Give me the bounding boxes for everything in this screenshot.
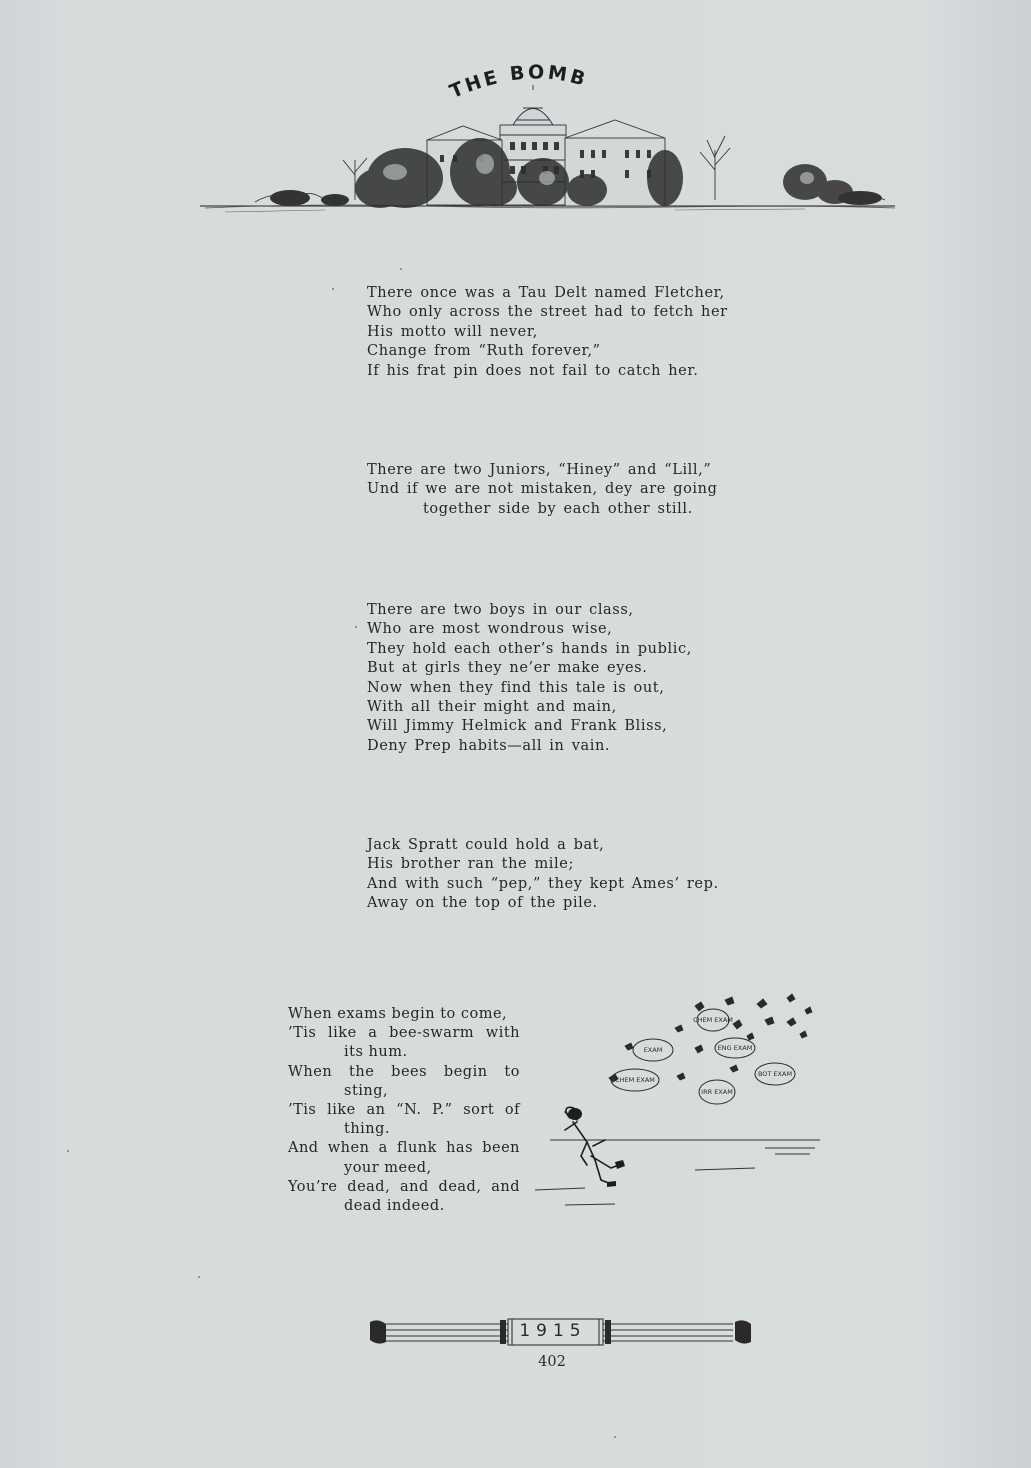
stanza-line: Who are most wondrous wise, — [367, 621, 613, 638]
stanza-line: When exams begin to come, — [288, 1006, 508, 1022]
stanza-line: If his frat pin does not fail to catch her. — [367, 362, 699, 379]
stanza-line: His motto will never, — [367, 323, 538, 340]
stanza-juniors — [367, 461, 717, 519]
cloud-label: ENG EXAM — [717, 1044, 753, 1052]
stanza-fletcher — [367, 284, 728, 381]
stanza-line: Jack Spratt could hold a bat, — [367, 837, 605, 853]
stanza-line: There are two Juniors, “Hiney” and “Lill,” — [367, 462, 712, 478]
stanza-line: They hold each other’s hands in public, — [367, 640, 692, 657]
stanza-line: And when a flunk has been — [288, 1140, 520, 1157]
cloud-label: CHEM EXAM — [615, 1076, 655, 1084]
stanza-line: His brother ran the mile; — [367, 856, 574, 873]
stanza-line: Und if we are not mistaken, dey are going — [367, 481, 718, 498]
stanza-line: sting, — [344, 1082, 389, 1099]
paper-speck — [400, 268, 402, 270]
paper-speck — [355, 626, 357, 628]
cloud-label: BOT EXAM — [757, 1070, 793, 1078]
stanza-line: When the bees begin to — [288, 1063, 520, 1080]
stanza-line: Away on the top of the pile. — [367, 895, 598, 912]
stanza-line: You’re dead, and dead, and — [288, 1178, 520, 1195]
paper-speck — [332, 288, 334, 290]
stanza-line: together side by each other still. — [423, 500, 693, 517]
stanza-line: your meed, — [344, 1159, 432, 1176]
stanza-jack-spratt — [367, 836, 719, 914]
stanza-line: There are two boys in our class, — [367, 602, 634, 618]
bee-swarm-cartoon — [525, 990, 830, 1215]
stanza-exams — [288, 1005, 520, 1216]
stanza-two-boys — [367, 601, 692, 756]
cloud-label: EXAM — [643, 1046, 663, 1054]
stanza-line: ’Tis like a bee-swarm with — [288, 1025, 520, 1042]
year-label: 1915 — [519, 1321, 587, 1341]
stanza-line: ’Tis like an “N. P.” sort of — [288, 1102, 520, 1119]
header-title: THE BOMB — [446, 61, 591, 104]
paper-speck — [614, 1436, 616, 1438]
stanza-line: There once was a Tau Delt named Fletcher, — [367, 285, 725, 301]
stanza-line: But at girls they ne’er make eyes. — [367, 660, 648, 677]
cloud-label: CHEM EXAM — [693, 1016, 733, 1024]
stanza-line: thing. — [344, 1121, 391, 1138]
cloud-label: IRR EXAM — [701, 1088, 733, 1096]
stanza-line: Change from “Ruth forever,” — [367, 343, 601, 360]
stanza-line: Will Jimmy Helmick and Frank Bliss, — [367, 718, 668, 735]
stanza-line: And with such “pep,” they kept Ames’ rep. — [367, 875, 719, 892]
stanza-line: With all their might and main, — [367, 699, 617, 716]
stanza-line: Now when they find this tale is out, — [367, 679, 665, 696]
page-number: 402 — [538, 1354, 566, 1370]
stanza-line: Who only across the street had to fetch her — [367, 304, 728, 321]
stanza-line: its hum. — [344, 1044, 408, 1061]
stanza-line: dead indeed. — [344, 1198, 445, 1215]
stanza-line: Deny Prep habits—all in vain. — [367, 737, 611, 754]
paper-speck — [198, 1276, 200, 1278]
header-illustration — [195, 60, 905, 220]
paper-speck — [67, 1150, 69, 1152]
